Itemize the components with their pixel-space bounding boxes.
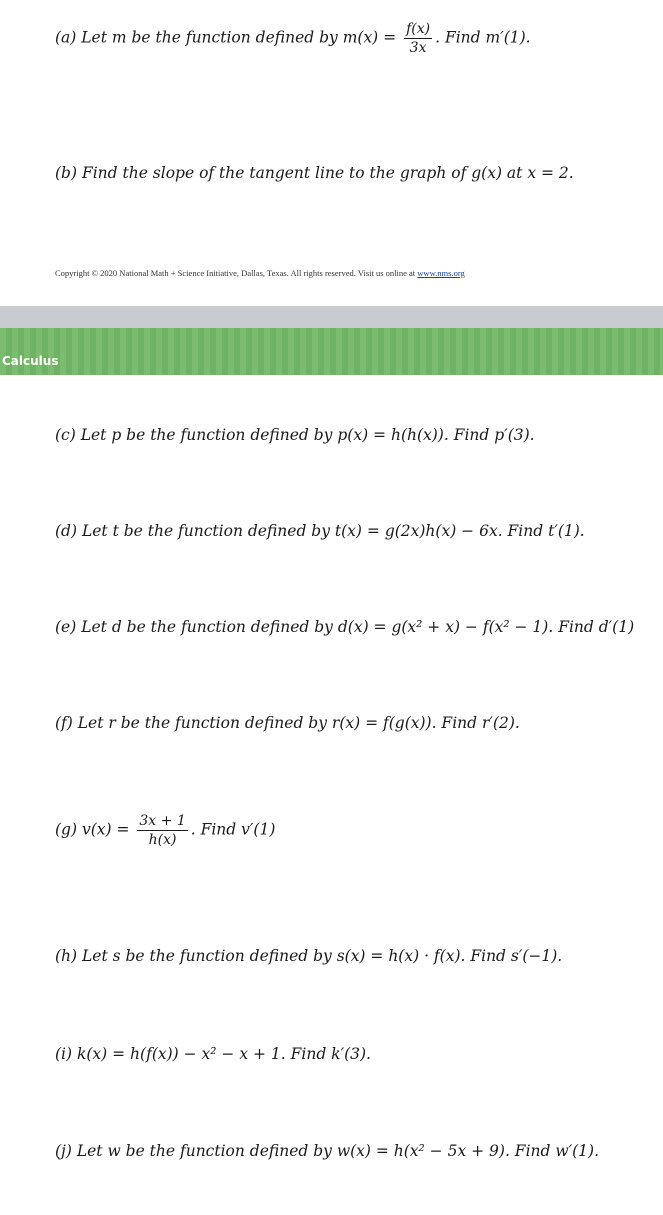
question-a	[55, 20, 531, 57]
website-link[interactable]: www.nms.org	[417, 268, 465, 278]
fraction	[404, 20, 432, 57]
question-g	[55, 812, 275, 849]
question-h: (h) Let s be the function defined by s(x) = h(x) · f(x). Find s′(−1).	[55, 947, 563, 965]
section-label: Calculus	[2, 354, 59, 368]
question-g-text: (g) v(x) =	[55, 820, 135, 839]
section-banner	[0, 328, 663, 375]
copyright-text: Copyright © 2020 National Math + Science Initiative, Dallas, Texas. All rights reserved. Visit us online at	[55, 268, 418, 278]
fraction-numerator: f(x)	[406, 21, 431, 37]
question-g-tail: . Find v′(1)	[190, 820, 276, 839]
question-c: (c) Let p be the function defined by p(x) = h(h(x)). Find p′(3).	[55, 426, 535, 444]
question-b: (b) Find the slope of the tangent line to the graph of g(x) at x = 2.	[55, 164, 574, 182]
question-e: (e) Let d be the function defined by d(x) = g(x² + x) − f(x² − 1). Find d′(1)	[55, 618, 635, 636]
question-f: (f) Let r be the function defined by r(x) = f(g(x)). Find r′(2).	[55, 714, 520, 732]
question-a-tail: . Find m′(1).	[435, 28, 531, 47]
fraction-denominator: h(x)	[148, 832, 177, 848]
question-j: (j) Let w be the function defined by w(x) = h(x² − 5x + 9). Find w′(1).	[55, 1142, 600, 1160]
page-break-band	[0, 306, 663, 328]
question-i: (i) k(x) = h(f(x)) − x² − x + 1. Find k′(3).	[55, 1045, 371, 1063]
question-a-text: (a) Let m be the function defined by m(x) =	[55, 28, 402, 47]
fraction-numerator: 3x + 1	[139, 813, 186, 829]
copyright-notice	[55, 268, 465, 278]
question-d: (d) Let t be the function defined by t(x) = g(2x)h(x) − 6x. Find t′(1).	[55, 522, 585, 540]
fraction	[137, 812, 187, 849]
fraction-denominator: 3x	[409, 40, 427, 56]
